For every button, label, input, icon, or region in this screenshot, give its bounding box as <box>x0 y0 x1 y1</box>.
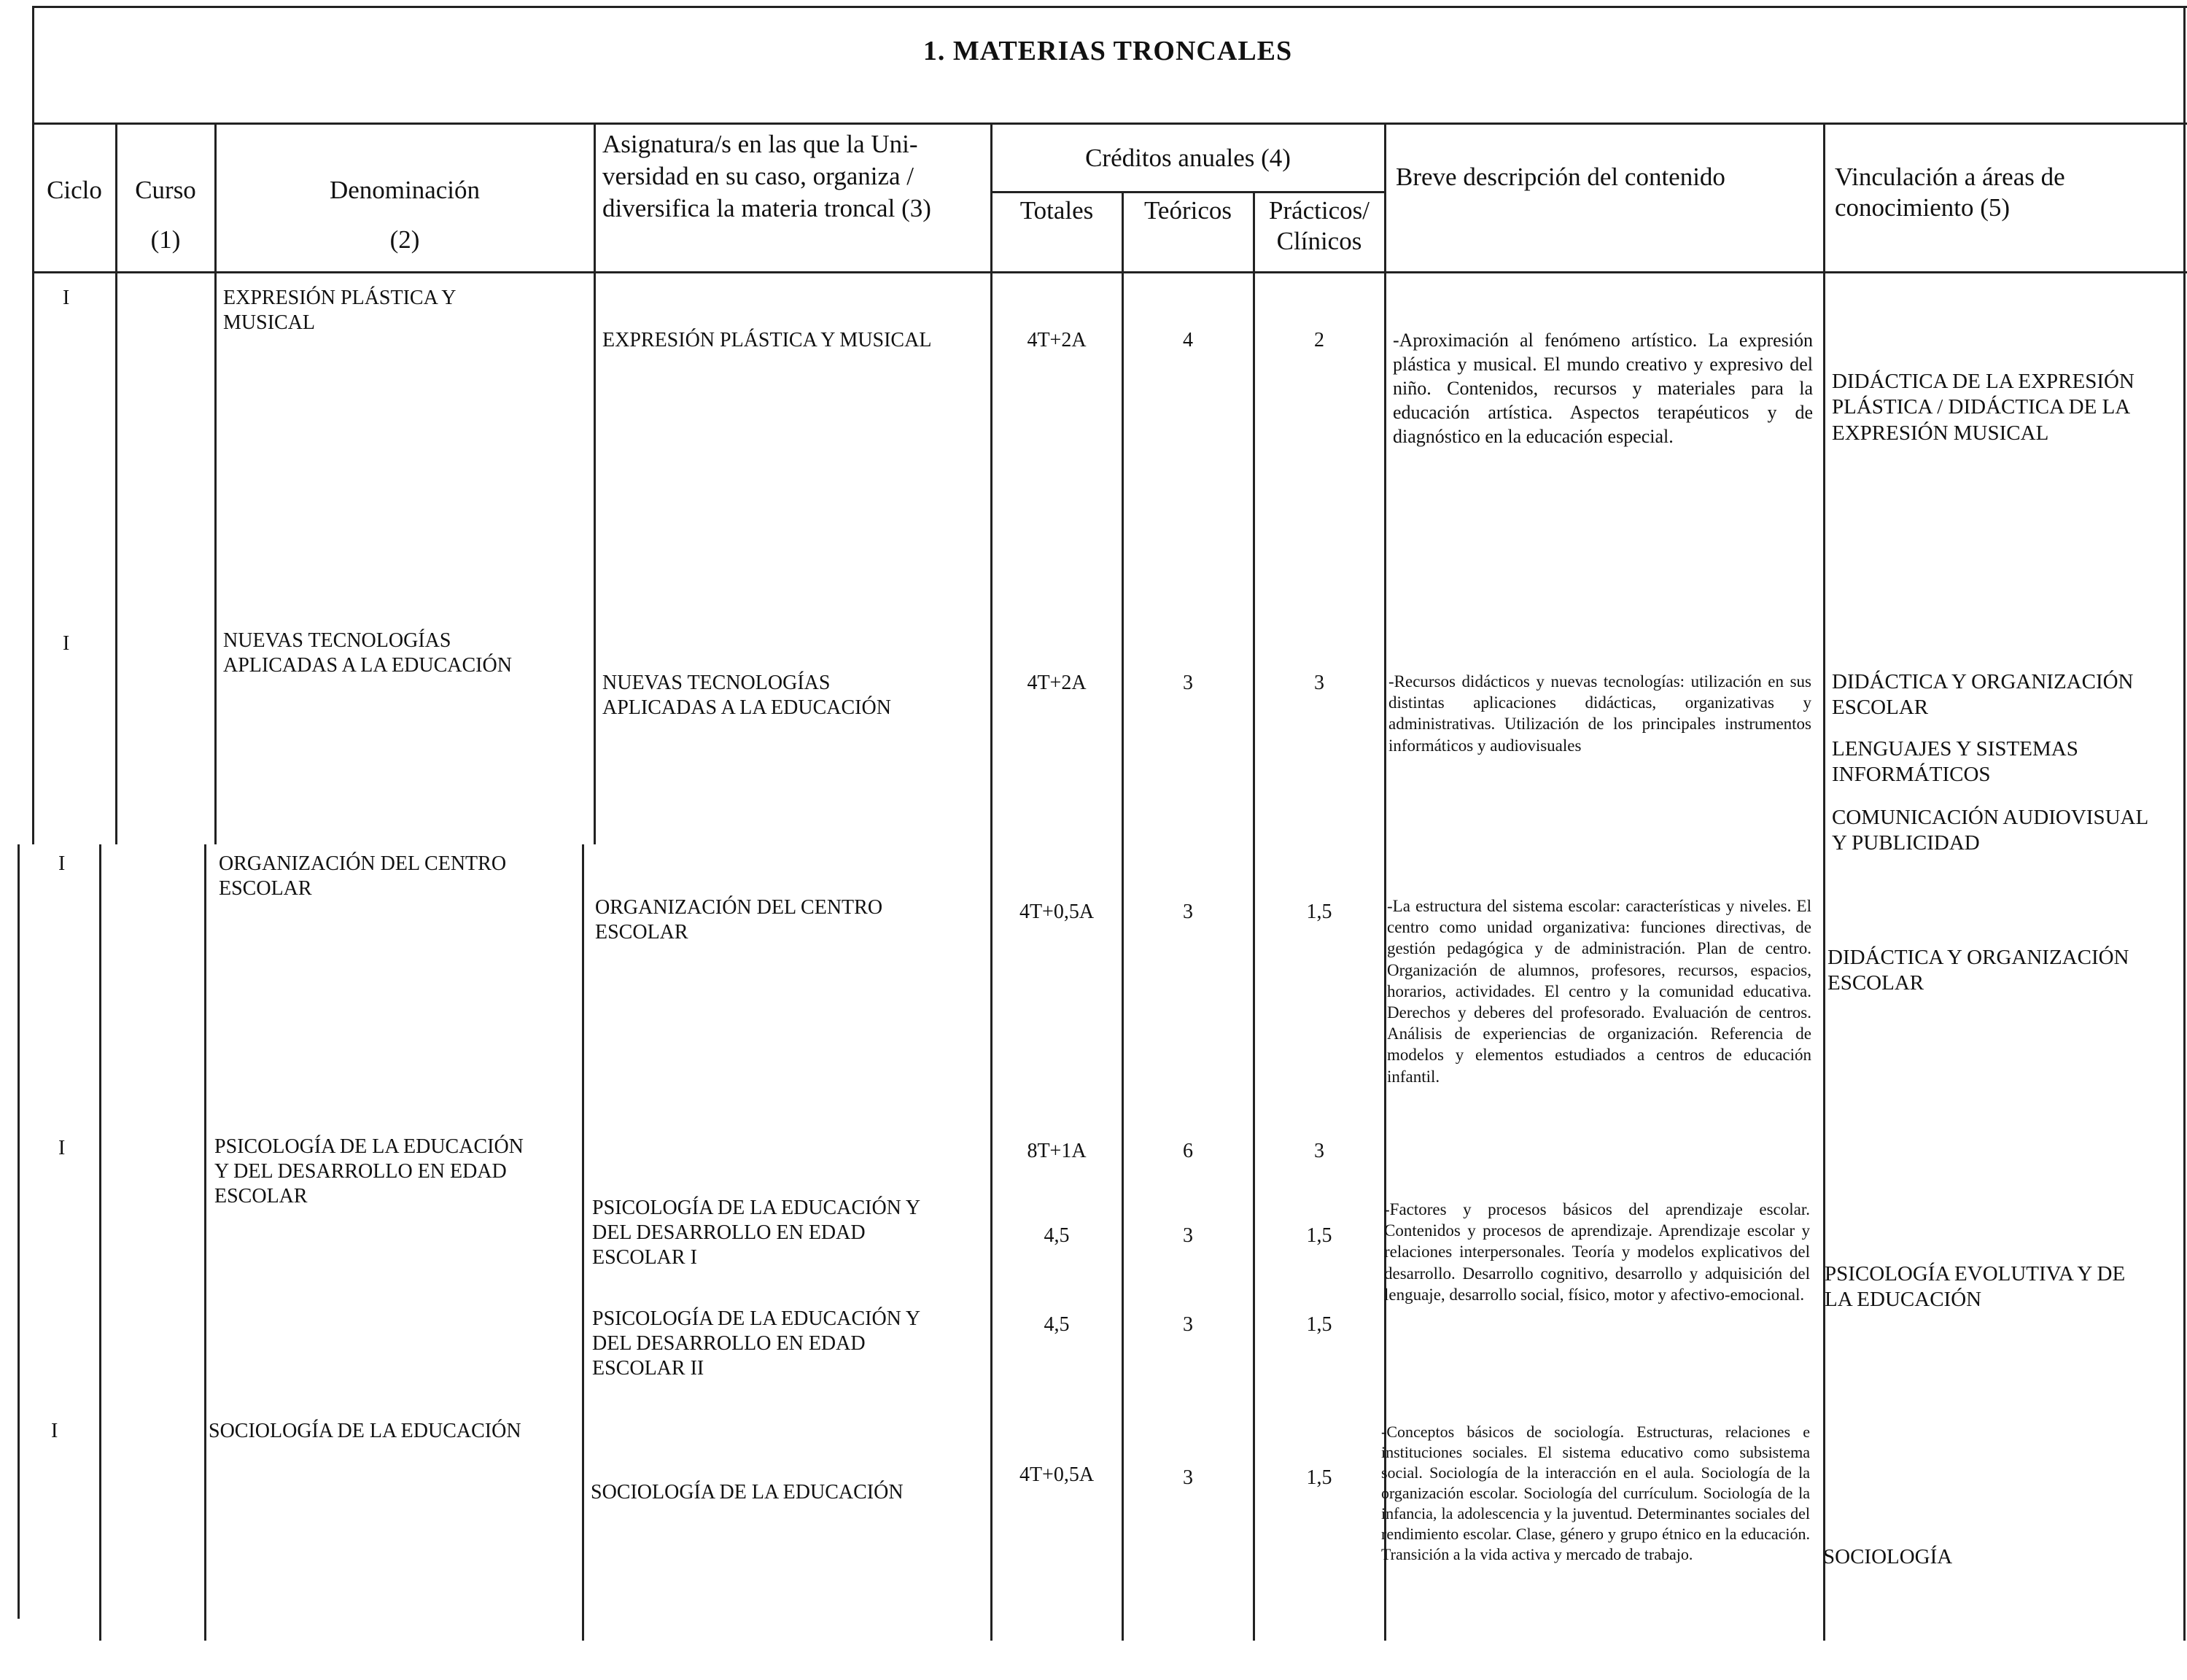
border-header-bottom <box>32 271 2187 273</box>
row-totales: 4T+0,5A <box>1019 901 1095 923</box>
row-denominacion: EXPRESIÓN PLÁSTICA Y MUSICAL <box>223 287 457 335</box>
header-teoricos: Teóricos <box>1143 196 1232 225</box>
row-area: DIDÁCTICA Y ORGANIZACIÓN ESCOLAR <box>1832 670 2134 720</box>
col-sep-practicos <box>1384 122 1386 1641</box>
row-totales: 4,5 <box>1044 1313 1070 1336</box>
header-curso: Curso <box>135 176 196 204</box>
header-vinculacion: Vinculación a áreas de conocimiento (5) <box>1835 163 2065 222</box>
row-area: PSICOLOGÍA EVOLUTIVA Y DE LA EDUCACIÓN <box>1825 1262 2126 1312</box>
row-practicos: 1,5 <box>1306 1224 1332 1247</box>
row-practicos: 2 <box>1314 329 1324 351</box>
row-ciclo: I <box>63 287 70 309</box>
row-practicos: 1,5 <box>1306 1466 1332 1489</box>
row-totales: 8T+1A <box>1027 1140 1087 1162</box>
row-totales: 4T+2A <box>1027 672 1087 694</box>
page-title: 1. MATERIAS TRONCALES <box>922 36 1293 66</box>
row-area: LENGUAJES Y SISTEMAS INFORMÁTICOS <box>1832 737 2078 787</box>
row-totales: 4T+2A <box>1027 329 1087 351</box>
col-sep-denominacion <box>594 122 596 844</box>
row-area: COMUNICACIÓN AUDIOVISUAL Y PUBLICIDAD <box>1832 806 2149 855</box>
row-ciclo: I <box>51 1420 58 1442</box>
col-sep-ciclo-lower <box>99 844 101 1641</box>
row-teoricos: 3 <box>1183 1224 1193 1247</box>
row-ciclo: I <box>63 632 70 655</box>
header-totales: Totales <box>1019 196 1094 225</box>
header-descripcion: Breve descripción del contenido <box>1396 163 1725 191</box>
row-asignatura: NUEVAS TECNOLOGÍAS APLICADAS A LA EDUCACIÓN <box>602 672 891 720</box>
row-descripcion: -Factores y procesos básicos del aprendizaje escolar. Contenidos y procesos de aprendizaje. Aprendizaje escolar y relaciones interpersonales. Teoría y modelos explicativos del desarrollo. Desarrollo cognitivo, desarrollo y adquisición del lenguaje, desarrollo social, físico, motor y afectivo-emocional. <box>1384 1200 1810 1304</box>
row-asignatura: ORGANIZACIÓN DEL CENTRO ESCOLAR <box>595 896 883 944</box>
row-teoricos: 4 <box>1183 329 1193 351</box>
border-title-bottom <box>32 122 2187 125</box>
row-asignatura: EXPRESIÓN PLÁSTICA Y MUSICAL <box>602 329 932 351</box>
row-descripcion: -Aproximación al fenómeno artístico. La expresión plástica y musical. El mundo creativo y expresivo del niño. Contenidos, recursos y materiales para la educación artística. Aspectos terapéuticos y de diagnóstico en la educación especial. <box>1393 330 1813 448</box>
row-area: SOCIOLOGÍA <box>1823 1545 1953 1568</box>
border-top <box>32 6 2187 8</box>
row-descripcion: -Conceptos básicos de sociología. Estructuras, relaciones e instituciones sociales. El sistema educativo como subsistema social. Sociología de la interacción en el aula. Sociología de la organización escolar. Sociología del currículum. Sociología de la infancia, la adolescencia y la juventud. Determinantes sociales del rendimiento escolar. Clase, género y grupo étnico en la educación. Transición a la vida activa y mercado de trabajo. <box>1381 1423 1810 1563</box>
col-sep-denominacion-lower <box>582 844 584 1641</box>
header-denominacion-note: (2) <box>389 225 420 254</box>
row-asignatura: PSICOLOGÍA DE LA EDUCACIÓN Y DEL DESARROLLO EN EDAD ESCOLAR I <box>592 1197 921 1269</box>
row-teoricos: 3 <box>1183 1313 1193 1336</box>
row-practicos: 1,5 <box>1306 901 1332 923</box>
header-ciclo: Ciclo <box>47 176 102 204</box>
row-teoricos: 3 <box>1183 901 1193 923</box>
row-descripcion: -La estructura del sistema escolar: características y niveles. El centro como unidad organizativa: funciones directivas, de gestión pedagógica y de administración. Plan de centro. Organización de alumnos, profesores, recursos, espacios, horarios, actividades. El centro y la comunidad educativa. Derechos y deberes del profesorado. Evaluación de centros. Análisis de experiencias de organización. Referencia de modelos y elementos estudiados a centros de educación infantil. <box>1387 897 1811 1086</box>
row-practicos: 3 <box>1314 1140 1324 1162</box>
row-descripcion: -Recursos didácticos y nuevas tecnologías: utilización en sus distintas aplicaciones didácticas, organizativas y administrativas. Utilización de los principales instrumentos informáticos y audiovisuales <box>1388 672 1811 755</box>
col-sep-curso-lower <box>204 844 206 1641</box>
row-denominacion: SOCIOLOGÍA DE LA EDUCACIÓN <box>209 1420 521 1442</box>
row-denominacion: ORGANIZACIÓN DEL CENTRO ESCOLAR <box>219 852 507 901</box>
row-totales: 4T+0,5A <box>1019 1463 1095 1486</box>
row-totales: 4,5 <box>1044 1224 1070 1247</box>
header-asignaturas: Asignatura/s en las que la Uni- versidad en su caso, organiza / diversifica la materia troncal (3) <box>602 130 931 222</box>
col-sep-descripcion <box>1823 122 1825 1641</box>
header-creditos: Créditos anuales (4) <box>1085 144 1291 172</box>
border-creditos-sub <box>990 191 1384 193</box>
row-area: DIDÁCTICA DE LA EXPRESIÓN PLÁSTICA / DIDÁCTICA DE LA EXPRESIÓN MUSICAL <box>1832 370 2134 445</box>
row-denominacion: PSICOLOGÍA DE LA EDUCACIÓN Y DEL DESARROLLO EN EDAD ESCOLAR <box>214 1135 524 1208</box>
row-asignatura: PSICOLOGÍA DE LA EDUCACIÓN Y DEL DESARROLLO EN EDAD ESCOLAR II <box>592 1307 921 1380</box>
col-right-border <box>2183 6 2186 1641</box>
row-teoricos: 3 <box>1183 672 1193 694</box>
row-practicos: 3 <box>1314 672 1324 694</box>
row-ciclo: I <box>58 1137 66 1159</box>
row-teoricos: 6 <box>1183 1140 1193 1162</box>
header-practicos: Prácticos/ Clínicos <box>1268 196 1370 255</box>
row-teoricos: 3 <box>1183 1466 1193 1489</box>
row-denominacion: NUEVAS TECNOLOGÍAS APLICADAS A LA EDUCACIÓN <box>223 629 512 677</box>
row-area: DIDÁCTICA Y ORGANIZACIÓN ESCOLAR <box>1827 946 2129 995</box>
header-denominacion: Denominación <box>329 176 481 204</box>
row-ciclo: I <box>58 852 66 875</box>
row-asignatura: SOCIOLOGÍA DE LA EDUCACIÓN <box>591 1481 904 1504</box>
col-left-border <box>32 6 34 844</box>
row-practicos: 1,5 <box>1306 1313 1332 1336</box>
header-curso-note: (1) <box>150 225 181 254</box>
col-left-border-lower <box>18 844 20 1619</box>
